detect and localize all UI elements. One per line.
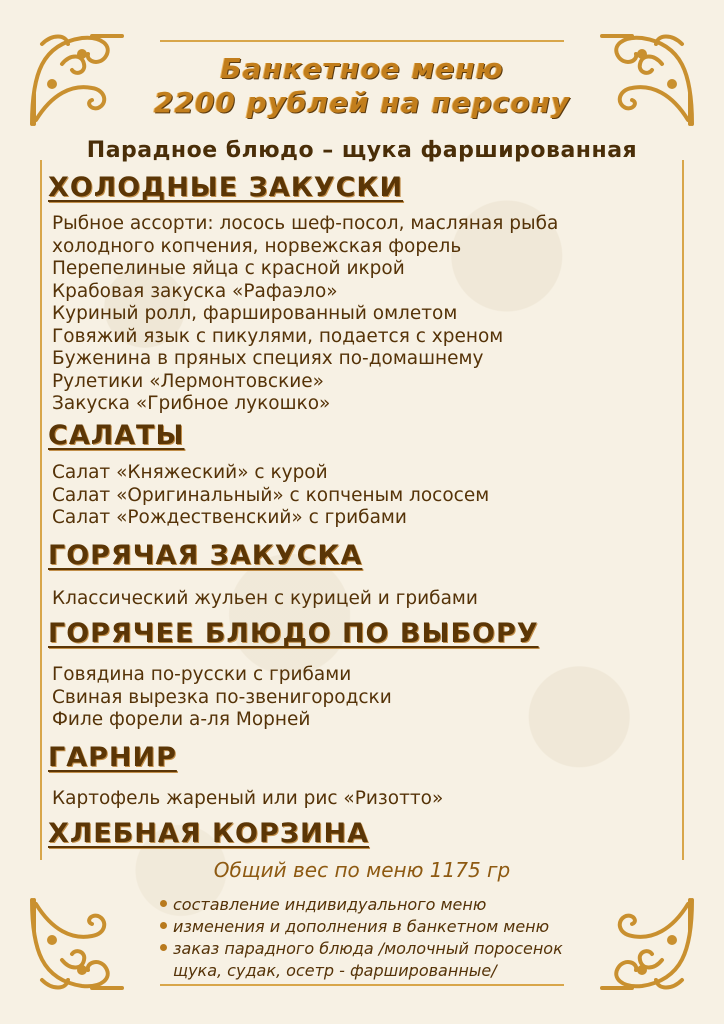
list-item: Говядина по-русски с грибами	[52, 664, 352, 685]
section-title-cold-appetizers: ХОЛОДНЫЕ ЗАКУСКИ	[48, 172, 404, 203]
list-item: Закуска «Грибное лукошко»	[52, 393, 331, 414]
cold-appetizers-list	[52, 213, 558, 416]
list-item: Крабовая закуска «Рафаэло»	[52, 280, 338, 302]
corner-ornament-bottom-right	[590, 888, 702, 1000]
notes-list	[160, 894, 563, 982]
list-item: Перепелиные яйца с красной икрой	[52, 258, 405, 279]
section-title-main-course: ГОРЯЧЕЕ БЛЮДО ПО ВЫБОРУ	[48, 618, 539, 649]
bullet-icon	[160, 944, 167, 951]
list-item: Картофель жареный или рис «Ризотто»	[52, 788, 444, 809]
note-item	[160, 960, 563, 982]
frame-right-line	[682, 160, 684, 860]
frame-top-line	[160, 40, 564, 42]
total-weight: Общий вес по меню 1175 гр	[213, 858, 511, 882]
bullet-icon	[160, 922, 167, 929]
list-item: Классический жульен с курицей и грибами	[52, 588, 478, 609]
bullet-icon	[160, 900, 167, 907]
parade-dish: Парадное блюдо – щука фаршированная	[86, 138, 638, 163]
salads-list	[52, 462, 489, 530]
note-item	[160, 916, 563, 938]
section-title-garnish: ГАРНИР	[48, 742, 177, 773]
corner-ornament-bottom-left	[22, 888, 134, 1000]
price-line: 2200 рублей на персону	[153, 86, 571, 119]
hot-appetizer-list	[52, 588, 478, 611]
list-item: Куриный ролл, фаршированный омлетом	[52, 303, 458, 324]
section-title-hot-appetizer: ГОРЯЧАЯ ЗАКУСКА	[48, 540, 363, 571]
list-item: холодного копчения, норвежская форель	[52, 235, 462, 257]
frame-left-line	[40, 160, 42, 860]
section-title-salads: САЛАТЫ	[48, 420, 185, 451]
list-item: Салат «Оригинальный» с копченым лососем	[52, 484, 490, 506]
list-item: Филе форели а-ля Морней	[52, 709, 311, 730]
main-course-list	[52, 664, 392, 732]
list-item: Свиная вырезка по-звенигородски	[52, 686, 392, 708]
list-item: Рулетики «Лермонтовские»	[52, 370, 324, 392]
list-item: Говяжий язык с пикулями, подается с хреном	[52, 325, 504, 347]
note-text: щука, судак, осетр - фаршированные/	[173, 961, 497, 980]
section-title-bread-basket: ХЛЕБНАЯ КОРЗИНА	[48, 818, 370, 849]
note-text: составление индивидуального меню	[173, 895, 487, 914]
note-item	[160, 894, 563, 916]
menu-title: Банкетное меню	[220, 52, 504, 85]
note-text: заказ парадного блюда /молочный поросенок	[173, 939, 563, 958]
list-item: Салат «Рождественский» с грибами	[52, 507, 407, 528]
frame-bottom-line	[160, 984, 564, 986]
list-item: Рыбное ассорти: лосось шеф-посол, масляная рыба	[52, 213, 559, 234]
note-text: изменения и дополнения в банкетном меню	[173, 917, 550, 936]
note-item	[160, 938, 563, 960]
garnish-list	[52, 788, 443, 811]
list-item: Буженина в пряных специях по-домашнему	[52, 348, 484, 369]
list-item: Салат «Княжеский» с курой	[52, 462, 328, 483]
